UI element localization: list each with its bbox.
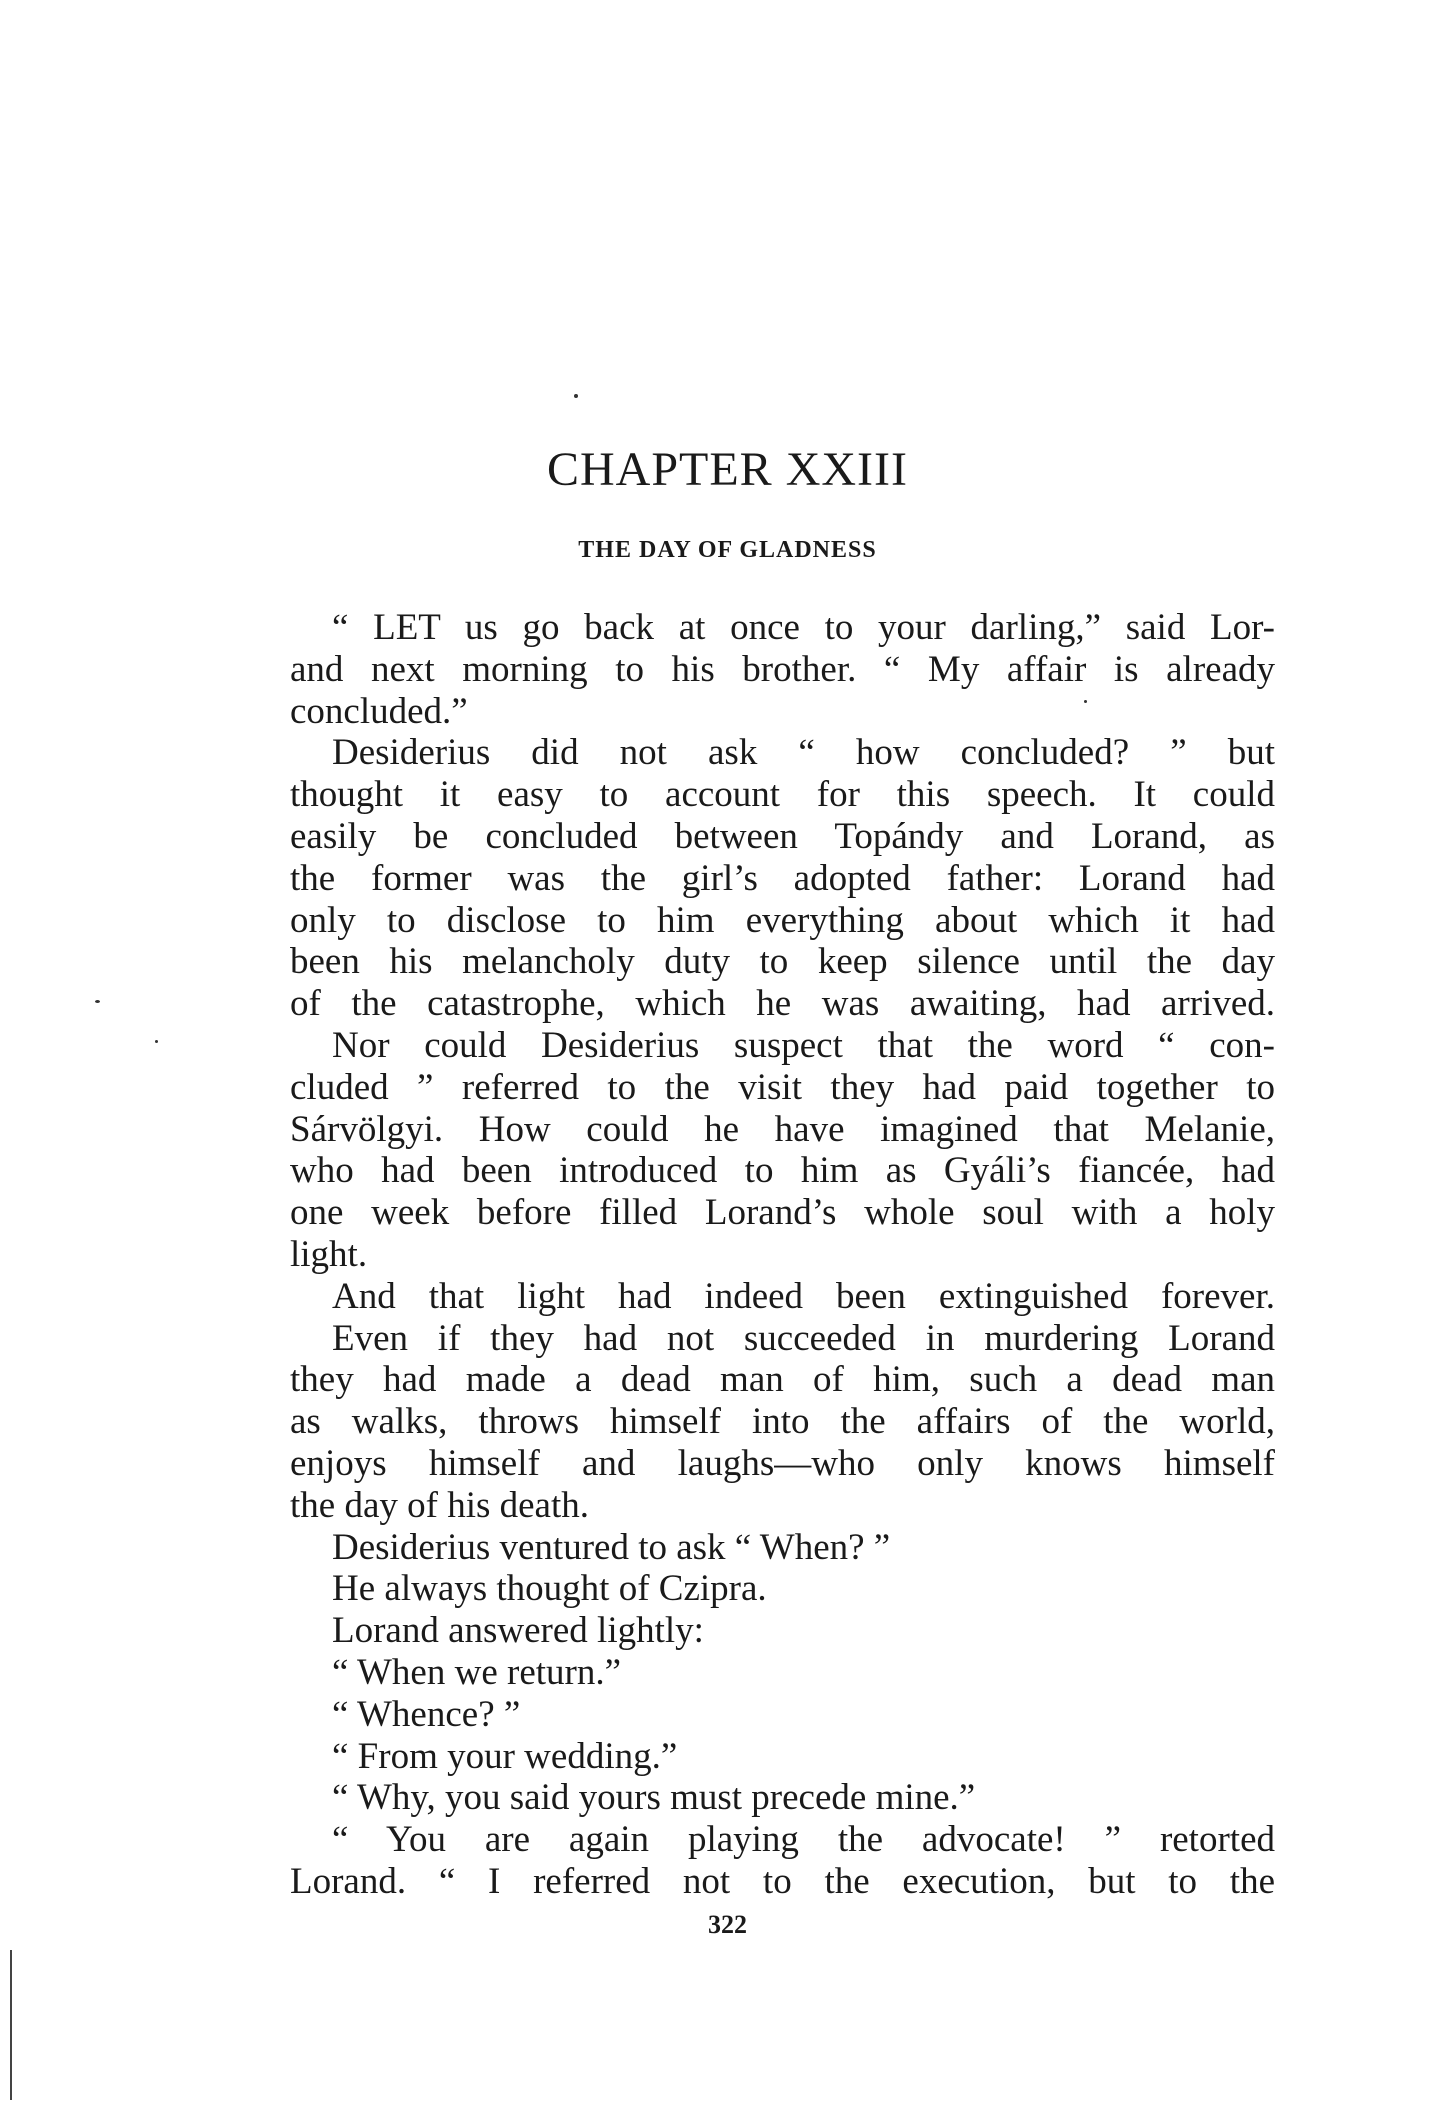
text-line: light. xyxy=(290,1233,368,1275)
text-line: easily be concluded between Topándy and Lorand, as xyxy=(290,815,1275,857)
text-line: cluded ” referred to the visit they had paid together to xyxy=(290,1066,1275,1108)
text-line: thought it easy to account for this speech. It could xyxy=(290,774,1275,816)
text-line: as walks, throws himself into the affairs of the world, xyxy=(290,1401,1275,1443)
text-line: the day of his death. xyxy=(290,1484,589,1526)
chapter-subtitle: THE DAY OF GLADNESS xyxy=(578,537,877,563)
text-line: Sárvölgyi. How could he have imagined that Melanie, xyxy=(290,1108,1275,1150)
text-line: only to disclose to him everything about which it had xyxy=(290,899,1275,941)
page-speck xyxy=(574,394,578,398)
text-line: “ LET us go back at once to your darling,” said Lor- xyxy=(332,607,1275,648)
text-line: concluded.” xyxy=(290,690,468,732)
text-line: “ Why, you said yours must precede mine.” xyxy=(332,1777,976,1819)
body-text xyxy=(290,607,1275,1903)
text-line: “ You are again playing the advocate! ” retorted xyxy=(332,1819,1275,1861)
text-line: of the catastrophe, which he was awaiting, had arrived. xyxy=(290,983,1275,1025)
text-line: Even if they had not succeeded in murdering Lorand xyxy=(332,1317,1275,1359)
page-speck xyxy=(95,1000,100,1003)
text-line: the former was the girl’s adopted father: Lorand had xyxy=(290,857,1275,899)
text-line: been his melancholy duty to keep silence until the day xyxy=(290,941,1275,983)
text-line: Nor could Desiderius suspect that the word “ con- xyxy=(332,1024,1275,1066)
text-line: Lorand answered lightly: xyxy=(332,1610,704,1652)
text-line: He always thought of Czipra. xyxy=(332,1568,767,1610)
text-line: Lorand. “ I referred not to the execution, but to the xyxy=(290,1860,1275,1902)
text-line: enjoys himself and laughs—who only knows himself xyxy=(290,1442,1275,1484)
text-line: “ From your wedding.” xyxy=(332,1735,678,1777)
chapter-title: CHAPTER XXIII xyxy=(547,443,908,496)
text-line: who had been introduced to him as Gyáli’s fiancée, had xyxy=(290,1150,1275,1192)
text-line: Desiderius ventured to ask “ When? ” xyxy=(332,1526,891,1568)
text-line: and next morning to his brother. “ My affair is already xyxy=(290,648,1275,690)
text-line: And that light had indeed been extinguished forever. xyxy=(332,1275,1275,1317)
text-line: “ When we return.” xyxy=(332,1651,622,1693)
text-line: one week before filled Lorand’s whole soul with a holy xyxy=(290,1192,1275,1234)
text-line: “ Whence? ” xyxy=(332,1693,521,1735)
page-number: 322 xyxy=(708,1910,747,1939)
text-line: Desiderius did not ask “ how concluded? ” but xyxy=(332,732,1275,774)
text-line: they had made a dead man of him, such a dead man xyxy=(290,1359,1275,1401)
page-speck xyxy=(155,1040,158,1043)
page-edge-mark xyxy=(10,1950,12,2100)
